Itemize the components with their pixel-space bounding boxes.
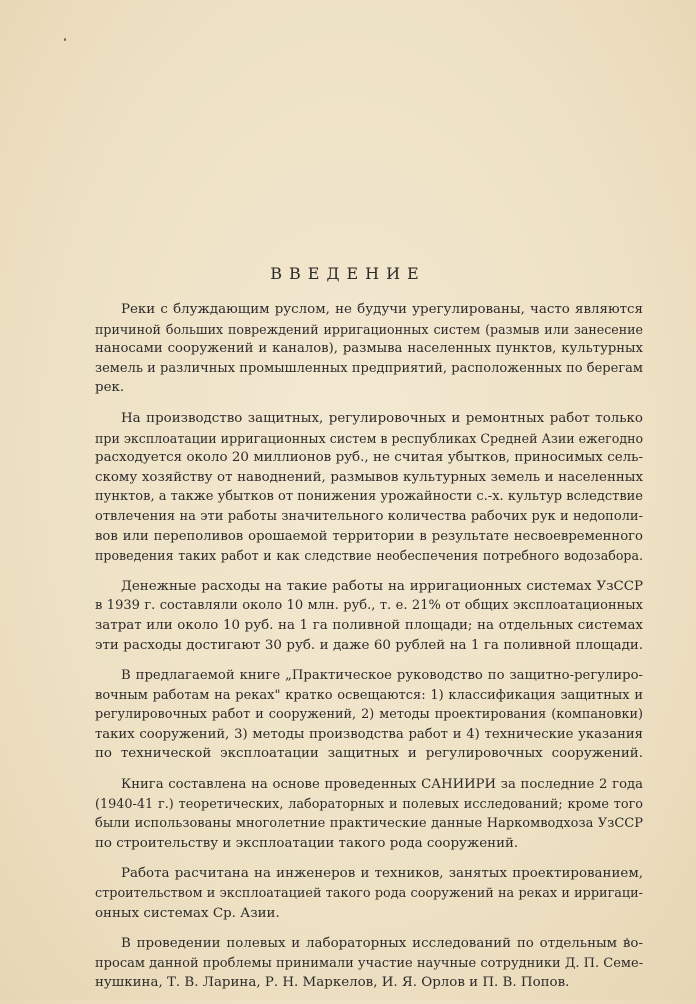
paragraph: [95, 666, 643, 764]
text-line: проведения таких работ и как следствие необеспечения потребного водозабора.: [95, 548, 643, 564]
text-line: земель и различных промышленных предприятий, расположенных по берегам: [95, 360, 643, 376]
text-line: затрат или около 10 руб. на 1 га поливной площади; на отдельных системах: [95, 617, 643, 633]
text-line: Работа расчитана на инженеров и техников, занятых проектированием,: [121, 866, 643, 882]
text-line: пунктов, а также убытков от понижения урожайности с.-х. культур вследствие: [95, 489, 643, 505]
text-line: в 1939 г. составляли около 10 млн. руб., т. е. 21% от общих эксплоатационных: [95, 598, 643, 614]
paragraph: [95, 775, 643, 853]
text-line: рек.: [95, 380, 125, 396]
paragraph: [95, 934, 643, 993]
text-line: расходуется около 20 миллионов руб., не считая убытков, приносимых сель-: [95, 450, 643, 466]
document-body: [95, 300, 643, 1004]
text-line: причиной больших повреждений ирригационных систем (размыв или занесение: [95, 321, 643, 337]
text-line: (1940-41 г.) теоретических, лабораторных и полевых исследований; кроме того: [95, 796, 643, 812]
page-title: ВВЕДЕНИЕ: [270, 264, 426, 283]
text-line: эти расходы достигают 30 руб. и даже 60 рублей на 1 га поливной площади.: [95, 637, 643, 653]
paragraph: [95, 300, 643, 398]
text-line: нушкина, Т. В. Ларина, Р. Н. Маркелов, И. Я. Орлов и П. В. Попов.: [95, 975, 570, 991]
text-line: при эксплоатации ирригационных систем в республиках Средней Азии ежегодно: [95, 430, 644, 446]
paragraph: [95, 864, 643, 923]
text-line: Книга составлена на основе проведенных САНИИРИ за последние 2 года: [121, 777, 643, 793]
text-line: наносами сооружений и каналов), размыва населенных пунктов, культурных: [95, 341, 643, 357]
text-line: Реки с блуждающим руслом, не будучи урегулированы, часто являются: [121, 302, 643, 317]
paper-speck: [64, 38, 66, 41]
paragraph: [95, 577, 643, 655]
text-line: вов или переполивов орошаемой территории в результате несвоевременного: [95, 528, 643, 544]
text-line: таких сооружений, 3) методы производства работ и 4) технические указания: [95, 726, 643, 742]
text-line: просам данной проблемы принимали участие научные сотрудники Д. П. Семе-: [95, 955, 644, 971]
text-line: регулировочных работ и сооружений, 2) методы проектирования (компановки): [95, 707, 643, 723]
text-line: онных системах Ср. Азии.: [95, 905, 280, 921]
text-line: отвлечения на эти работы значительного количества рабочих рук и недополи-: [95, 508, 643, 524]
text-line: по технической эксплоатации защитных и регулировочных сооружений.: [95, 746, 643, 762]
text-line: В предлагаемой книге „Практическое руководство по защитно-регулиро-: [121, 668, 643, 684]
paragraph: [95, 409, 643, 566]
text-line: скому хозяйству от наводнений, размывов культурных земель и населенных: [95, 469, 643, 485]
text-line: строительством и эксплоатацией такого рода сооружений на реках и ирригаци-: [95, 886, 643, 902]
text-line: были использованы многолетние практические данные Наркомводхоза УзССР: [95, 816, 643, 832]
text-line: вочным работам на реках" кратко освещаются: 1) классификация защитных и: [95, 687, 643, 703]
text-line: по строительству и эксплоатации такого рода сооружений.: [95, 835, 519, 851]
text-line: В проведении полевых и лабораторных исследований по отдельным во-: [121, 936, 643, 952]
text-line: Денежные расходы на такие работы на ирригационных системах УзССР: [121, 578, 643, 594]
text-line: На производство защитных, регулировочных и ремонтных работ только: [121, 410, 643, 426]
